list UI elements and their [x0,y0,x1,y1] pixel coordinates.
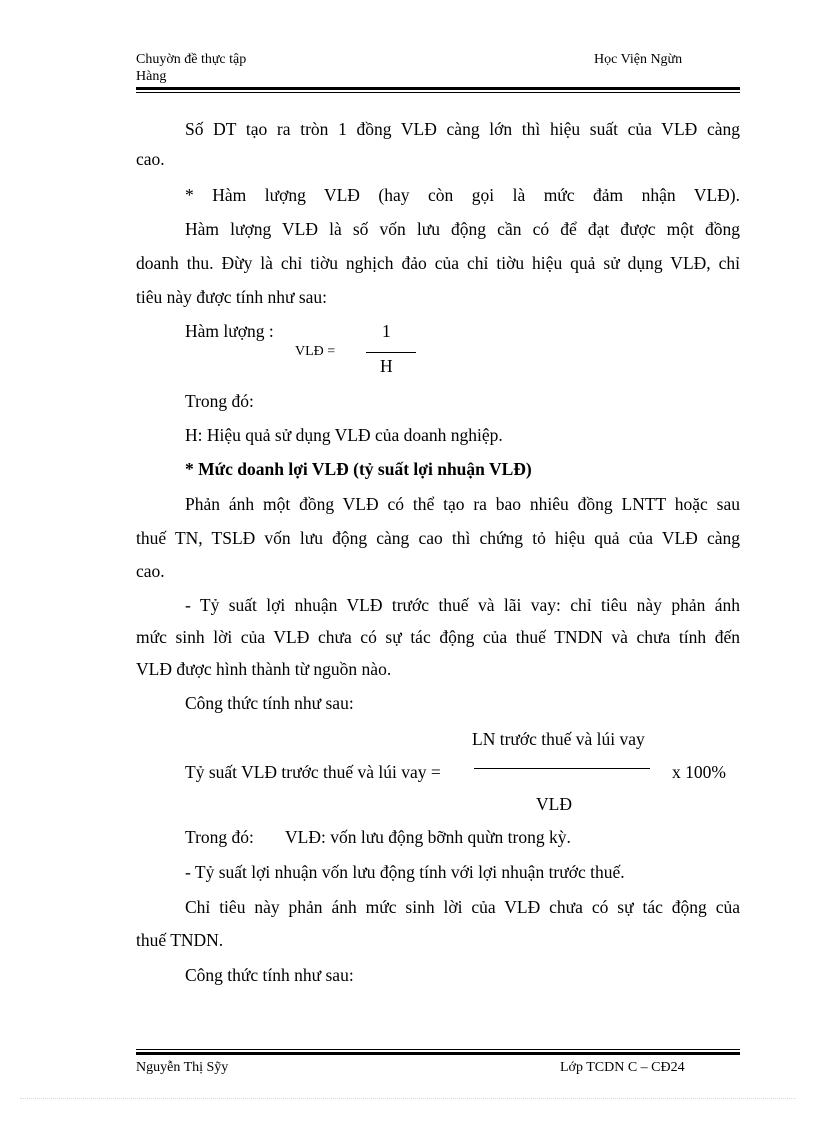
p5-line2: mức sinh lời của VLĐ chưa có sự tác động của thuế TNDN và chưa tính đến [136,627,740,647]
p7-line1: Chỉ tiêu này phản ánh mức sinh lời của VLĐ chưa có sự tác động của [185,897,740,917]
p4-line2: thuế TN, TSLĐ vốn lưu động càng cao thì chứng tỏ hiệu quả của VLĐ càng [136,528,740,548]
header-rule-thin [136,92,740,93]
footer-left: Nguyễn Thị Sỹy [136,1060,229,1075]
p2-line: * Hàm lượng VLĐ (hay còn gọi là mức đảm nhận VLĐ). [185,185,740,205]
where2-label: Trong đó: [185,827,254,847]
header-rule-thick [136,87,740,90]
formula2-fraction-bar [474,768,650,769]
header-left-line2: Hàng [136,69,167,84]
formula-intro-2: Công thức tính như sau: [185,965,354,985]
footer-right: Lớp TCDN C – CĐ24 [560,1060,685,1075]
formula2-multiplier: x 100% [672,762,726,782]
p6-line: - Tỷ suất lợi nhuận vốn lưu động tính với lợi nhuận trước thuế. [185,862,625,882]
p3-line2: doanh thu. Đừy là chỉ tiờu nghịch đảo của chỉ tiờu hiệu quả sử dụng VLĐ, chỉ [136,253,740,273]
where1-definition: H: Hiệu quả sử dụng VLĐ của doanh nghiệp. [185,425,503,445]
footer-rule-thin [136,1049,740,1050]
p5-line3: VLĐ được hình thành từ nguồn nào. [136,659,392,679]
where1-label: Trong đó: [185,391,254,411]
formula1-fraction-bar [366,352,416,353]
where2-definition: VLĐ: vốn lưu động bỡnh quừn trong kỳ. [285,827,571,847]
section-heading: * Mức doanh lợi VLĐ (tỷ suất lợi nhuận VLĐ) [185,459,532,479]
formula2-lhs: Tỷ suất VLĐ trước thuế và lúi vay = [185,762,441,782]
p3-line3: tiêu này được tính như sau: [136,287,328,307]
header-left-line1: Chuyờn đề thực tập [136,52,247,67]
formula1-label: Hàm lượng : [185,321,274,341]
p5-line1: - Tỷ suất lợi nhuận VLĐ trước thuế và lãi vay: chỉ tiêu này phản ánh [185,595,740,615]
page-bottom-dotted-border [20,1098,796,1099]
p7-line2: thuế TNDN. [136,930,224,950]
formula2-denominator: VLĐ [536,794,572,814]
header-left [136,51,246,85]
p1-line2: cao. [136,149,165,169]
p1-line1: Số DT tạo ra tròn 1 đồng VLĐ càng lớn thì hiệu suất của VLĐ càng [185,119,740,139]
formula-intro-1: Công thức tính như sau: [185,693,354,713]
formula2-numerator: LN trước thuế và lúi vay [472,729,645,749]
footer-rule-thick [136,1052,740,1055]
p4-line1: Phản ánh một đồng VLĐ có thể tạo ra bao nhiêu đồng LNTT hoặc sau [185,494,740,514]
header-right: Học Viện Ngừn [594,52,683,67]
formula1-denominator: H [380,356,393,376]
formula1-lhs: VLĐ = [295,344,336,359]
p3-line1: Hàm lượng VLĐ là số vốn lưu động cần có để đạt được một đồng [185,219,740,239]
formula1-numerator: 1 [382,321,391,341]
p4-line3: cao. [136,561,165,581]
